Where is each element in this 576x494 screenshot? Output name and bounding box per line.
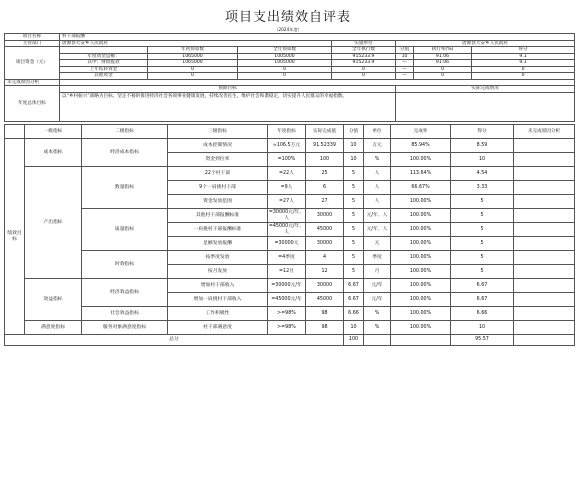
funds-cell: 0: [238, 73, 332, 80]
expected-goal-text: 以“乡村振兴”战略为目标，坚定不移的推进经济社会各项事业健康发展，持续改善民生，维护社会和谐稳定，切实提升人民群众的幸福指数。: [60, 92, 396, 121]
target-value: =4季度: [268, 251, 306, 265]
project-name-value: 村干部报酬: [60, 34, 575, 41]
reason-cell: [514, 265, 575, 279]
funds-header-score: 得分: [472, 47, 575, 54]
score-value: 6.67: [451, 293, 514, 307]
level3-name: 增加一肩挑村干部收入: [168, 293, 268, 307]
unit-value: 元/年: [364, 279, 391, 293]
actual-value: 45000: [306, 293, 344, 307]
reason-cell: [514, 153, 575, 167]
unit-value: 人: [364, 195, 391, 209]
level2-service-satisfaction: 服务对象满意度指标: [82, 321, 168, 335]
indicator-table: [4, 124, 575, 346]
score-value: 4.54: [451, 167, 514, 181]
col-header-level2: 二级指标: [82, 125, 168, 139]
reason-cell: [514, 209, 575, 223]
rate-value: 100.00%: [391, 195, 451, 209]
year-label: （2024年度）: [274, 27, 302, 32]
weight-value: 5: [344, 195, 364, 209]
funds-cell: 0: [414, 73, 472, 80]
unit-value: 月: [364, 265, 391, 279]
unit-value: %: [364, 153, 391, 167]
reason-cell: [514, 279, 575, 293]
unit-value: %: [364, 307, 391, 321]
funds-cell: 0: [332, 66, 396, 73]
reason-cell: [514, 293, 575, 307]
total-weight: 100: [344, 335, 364, 346]
actual-goal-header: 实际完成情况: [396, 86, 575, 93]
weight-value: 5: [344, 181, 364, 195]
rate-value: 85.94%: [391, 139, 451, 153]
level3-name: 其他村干部报酬标准: [168, 209, 268, 223]
funds-header-weight: 分值: [396, 47, 414, 54]
actual-value: 6: [306, 181, 344, 195]
score-value: 10: [451, 321, 514, 335]
level3-name: 增加村干部收入: [168, 279, 268, 293]
level1-satisfaction: 满意度指标: [25, 321, 82, 335]
target-value: =22人: [268, 167, 306, 181]
funds-cell: 0: [332, 73, 396, 80]
actual-value: 25: [306, 167, 344, 181]
actual-value: 30000: [306, 209, 344, 223]
level1-output: 产出指标: [25, 167, 82, 279]
score-value: 5: [451, 237, 514, 251]
target-value: =30000元/年、人: [268, 210, 305, 221]
project-name-label: 项目名称: [5, 34, 60, 41]
target-value: =30000元/年: [268, 279, 306, 293]
score-value: 5: [451, 223, 514, 237]
weight-value: 5: [344, 265, 364, 279]
score-value: 5: [451, 195, 514, 209]
reason-cell: [514, 181, 575, 195]
actual-value: 27: [306, 195, 344, 209]
col-header-score: 得分: [451, 125, 514, 139]
score-value: 6.67: [451, 279, 514, 293]
funds-cell: 9.1: [472, 60, 575, 67]
score-value: 10: [451, 153, 514, 167]
funds-cell: 1065000: [148, 53, 238, 60]
level2-quantity: 数量指标: [82, 167, 168, 209]
score-value: 5: [451, 251, 514, 265]
col-header-target: 年度指标: [268, 125, 306, 139]
unit-value: 元/年: [364, 293, 391, 307]
target-value: =30000元: [268, 237, 306, 251]
actual-value: 30000: [306, 279, 344, 293]
reason-cell: [514, 251, 575, 265]
level2-econ-cost: 经济成本指标: [82, 139, 168, 167]
reason-cell: [514, 139, 575, 153]
dept-value: 唐源县大安乡人民政府: [60, 40, 332, 47]
col-header-weight: 分值: [344, 125, 364, 139]
funds-row-name: 年度资金总额：: [60, 53, 148, 60]
weight-value: 5: [344, 237, 364, 251]
weight-value: 10: [344, 321, 364, 335]
unit-value: %: [364, 321, 391, 335]
unit-value: 万元: [364, 139, 391, 153]
level3-name: 资金发放范围: [168, 195, 268, 209]
target-value: =45000元/年: [268, 293, 306, 307]
col-header-actual: 实际完成值: [306, 125, 344, 139]
score-value: 6.66: [451, 307, 514, 321]
actual-value: 100: [306, 153, 344, 167]
reason-cell: [514, 195, 575, 209]
funds-row-name: 上年结转资金: [60, 66, 148, 73]
rate-value: 100.00%: [391, 223, 451, 237]
unit-value: 元/年、人: [364, 223, 391, 237]
rate-value: 113.64%: [391, 167, 451, 181]
col-header-level3: 三级指标: [168, 125, 268, 139]
funds-cell: 0: [148, 66, 238, 73]
weight-value: 10: [344, 139, 364, 153]
funds-cell: 915233.9: [332, 60, 396, 67]
actual-value: 91.52339: [306, 139, 344, 153]
level1-benefit: 效益指标: [25, 279, 82, 321]
target-value: >=98%: [268, 321, 306, 335]
funds-cell: —: [396, 73, 414, 80]
actual-value: 4: [306, 251, 344, 265]
exec-unit-value: 唐源县大安乡人民政府: [396, 40, 575, 47]
unit-value: 人: [364, 167, 391, 181]
funds-cell: 0: [472, 66, 575, 73]
funds-header-annual: 全年预算数: [238, 47, 332, 54]
unit-value: 元/年、人: [364, 209, 391, 223]
actual-value: 30000: [306, 237, 344, 251]
funds-row-name: 其中：财政拨款: [60, 60, 148, 67]
funds-cell: 1005000: [238, 53, 332, 60]
unit-value: 季度: [364, 251, 391, 265]
level3-name: 资金到位率: [168, 153, 268, 167]
actual-value: 45000: [306, 223, 344, 237]
level3-name: 村干部满意度: [168, 321, 268, 335]
score-value: 8.59: [451, 139, 514, 153]
total-score: 95.57: [451, 335, 514, 346]
rate-value: 100.00%: [391, 153, 451, 167]
level3-name: 按月发放: [168, 265, 268, 279]
actual-value: 12: [306, 265, 344, 279]
funds-cell: 0: [238, 66, 332, 73]
col-header-level1: 一级指标: [25, 125, 82, 139]
funds-cell: 91.06: [414, 60, 472, 67]
funds-cell: 1005000: [238, 60, 332, 67]
perf-goal-label: 绩效目标: [5, 139, 25, 335]
dept-label: 主管部门: [5, 40, 60, 47]
reason-label: 未完成原因分析: [5, 79, 60, 86]
weight-value: 6.67: [344, 293, 364, 307]
level3-name: 按季度发放: [168, 251, 268, 265]
col-header-rate: 完成率: [391, 125, 451, 139]
weight-value: 6.67: [344, 279, 364, 293]
funds-cell: —: [396, 60, 414, 67]
rate-value: 100.00%: [391, 321, 451, 335]
funds-row-name: 其他资金: [60, 73, 148, 80]
level2-timeliness: 时效指标: [82, 251, 168, 279]
col-header-reason: 未完成原因分析: [514, 125, 575, 139]
funds-cell: —: [396, 66, 414, 73]
level3-name: 足额发放报酬: [168, 237, 268, 251]
weight-value: 10: [344, 153, 364, 167]
info-table: [4, 33, 575, 122]
funds-cell: 0: [414, 66, 472, 73]
rate-value: 100.00%: [391, 293, 451, 307]
score-value: 5: [451, 209, 514, 223]
actual-goal-text: [396, 92, 575, 121]
reason-cell: [514, 223, 575, 237]
page-title: 项目支出绩效自评表: [224, 10, 351, 25]
reason-cell: [514, 237, 575, 251]
col-header-unit: 单位: [364, 125, 391, 139]
target-value: ≈106.5万元: [268, 139, 306, 153]
level2-social-benefit: 社会效益指标: [82, 307, 168, 321]
level3-name: 9个一肩挑村干部: [168, 181, 268, 195]
target-value: =45000元/年、人: [268, 224, 305, 235]
level3-name: 工作积极性: [168, 307, 268, 321]
rate-value: 100.00%: [391, 237, 451, 251]
funds-cell: 0: [148, 73, 238, 80]
rate-value: 100.00%: [391, 265, 451, 279]
reason-cell: [514, 307, 575, 321]
rate-value: 100.00%: [391, 209, 451, 223]
actual-value: 98: [306, 321, 344, 335]
funds-header-rate: 执行率(%): [414, 47, 472, 54]
level2-quality: 质量指标: [82, 209, 168, 251]
rate-value: 100.00%: [391, 307, 451, 321]
funds-cell: 9.1: [472, 53, 575, 60]
weight-value: 5: [344, 167, 364, 181]
funds-cell: 1065000: [148, 60, 238, 67]
level1-cost: 成本指标: [25, 139, 82, 167]
target-value: =27人: [268, 195, 306, 209]
weight-value: 5: [344, 251, 364, 265]
rate-value: 100.00%: [391, 279, 451, 293]
funds-cell: 10: [396, 53, 414, 60]
weight-value: 5: [344, 223, 364, 237]
target-value: >=98%: [268, 307, 306, 321]
weight-value: 6.66: [344, 307, 364, 321]
score-value: 3.33: [451, 181, 514, 195]
rate-value: 100.00%: [391, 251, 451, 265]
expected-goal-header: 预期目标: [60, 86, 396, 93]
level3-name: 一肩挑村干部报酬标准: [168, 223, 268, 237]
target-value: =100%: [268, 153, 306, 167]
unit-value: 人: [364, 181, 391, 195]
unit-value: 元: [364, 237, 391, 251]
funds-header-initial: 年初预算数: [148, 47, 238, 54]
actual-value: 98: [306, 307, 344, 321]
level3-name: 成本控制情况: [168, 139, 268, 153]
level3-name: 22个村干部: [168, 167, 268, 181]
total-label: 总分: [5, 335, 344, 346]
reason-cell: [514, 321, 575, 335]
rate-value: 66.67%: [391, 181, 451, 195]
funds-cell: 91.06: [414, 53, 472, 60]
exec-unit-label: 实施单位: [332, 40, 396, 47]
funds-cell: 0: [472, 73, 575, 80]
funds-label: 项目资金（元）: [5, 47, 60, 80]
annual-goal-label: 年度总体目标: [5, 86, 60, 122]
target-value: =12月: [268, 265, 306, 279]
target-value: =9人: [268, 181, 306, 195]
reason-cell: [514, 167, 575, 181]
score-value: 5: [451, 265, 514, 279]
funds-header-executed: 全年执行数: [332, 47, 396, 54]
funds-cell: 915233.9: [332, 53, 396, 60]
level2-econ-benefit: 经济效益指标: [82, 279, 168, 307]
weight-value: 5: [344, 209, 364, 223]
